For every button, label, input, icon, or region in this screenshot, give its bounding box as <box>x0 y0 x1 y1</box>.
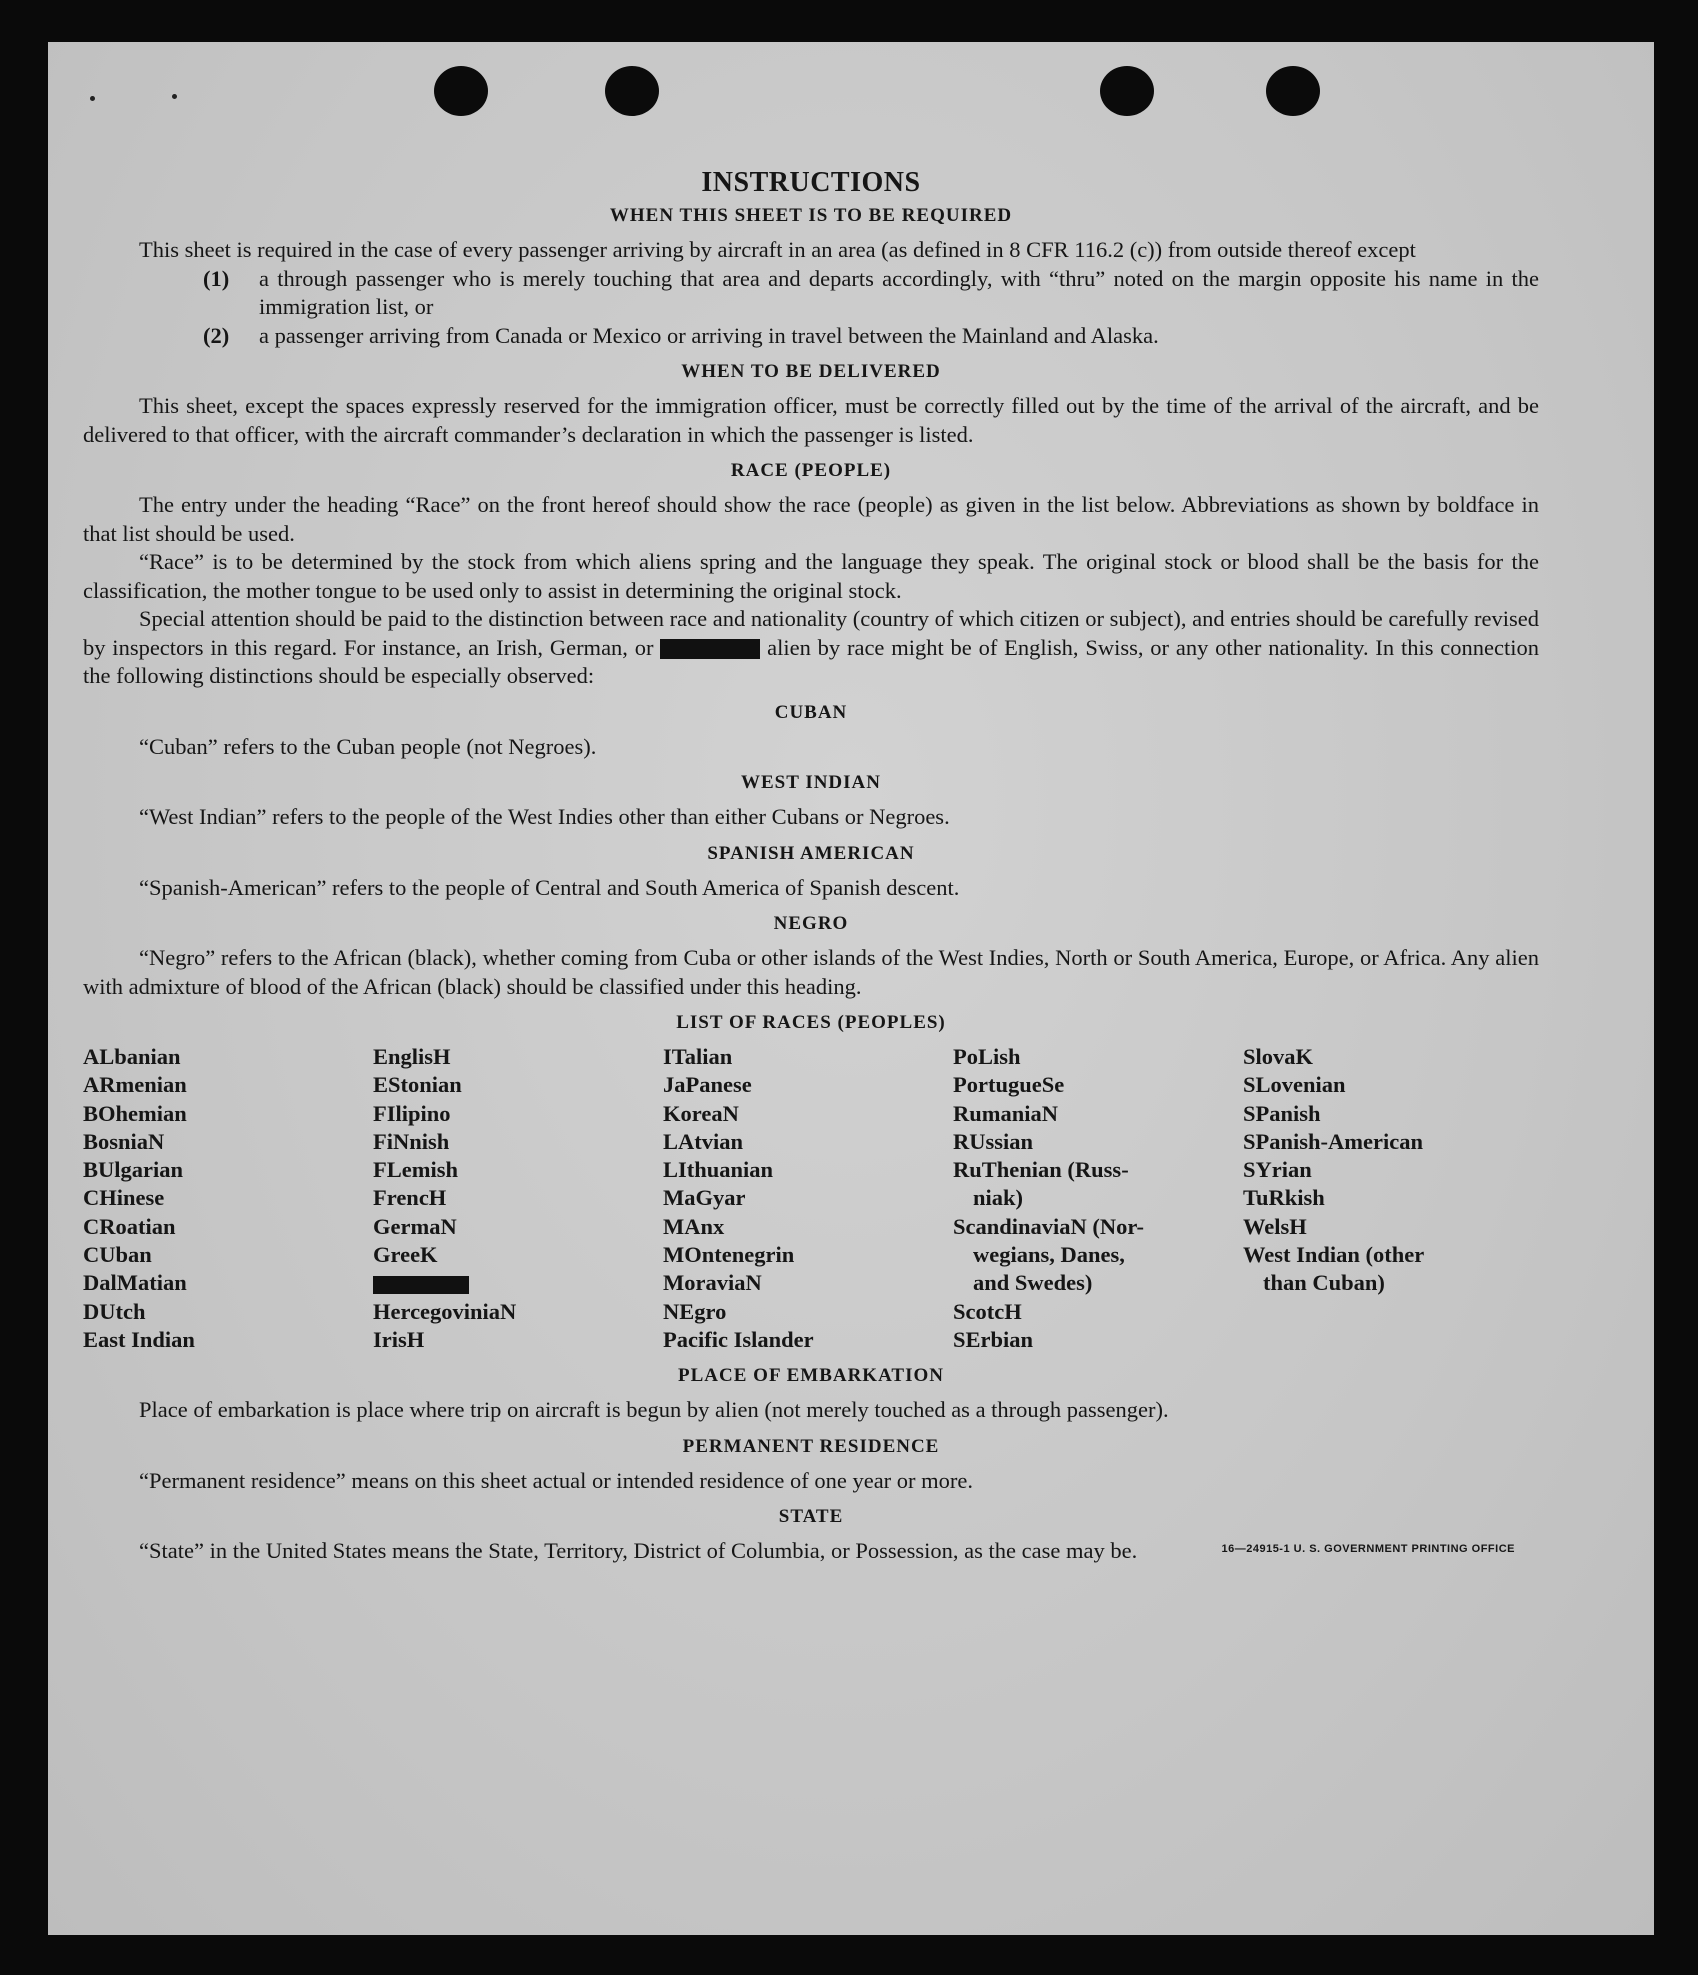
race-entry: MoraviaN <box>663 1270 762 1296</box>
race-entry: East Indian <box>83 1326 195 1352</box>
race-entry: RumaniaN <box>953 1100 1059 1126</box>
races-column <box>953 1043 1243 1354</box>
race-entry: RuThenian (Russ- <box>953 1157 1129 1183</box>
redaction-mark <box>660 639 760 659</box>
race-entry: SYrian <box>1243 1157 1312 1183</box>
races-column <box>83 1043 373 1354</box>
heading-when-delivered: WHEN TO BE DELIVERED <box>681 361 941 382</box>
race-entry: NEgro <box>663 1298 727 1324</box>
race-entry: ScotcH <box>953 1298 1022 1324</box>
race-entry: PoLish <box>953 1044 1021 1069</box>
race-entry: SErbian <box>953 1326 1034 1352</box>
paragraph-when-delivered: This sheet, except the spaces expressly reserved for the immigration officer, must be correctly filled out by the time of the arrival of the aircraft, and be delivered to that officer, with the aircraft commander’s declaration in which the passenger is listed. <box>83 393 1539 447</box>
race-entry: FiNnish <box>373 1128 450 1154</box>
punch-hole <box>1100 66 1154 116</box>
paragraph-race-1: The entry under the heading “Race” on the front hereof should show the race (people) as given in the list below. Abbreviations as shown by boldface in that list should be used. <box>83 492 1539 546</box>
heading-cuban: CUBAN <box>774 701 848 723</box>
race-entry: EStonian <box>373 1072 462 1098</box>
race-entry: GermaN <box>373 1213 457 1239</box>
redaction-mark <box>373 1276 469 1294</box>
race-entry: LAtvian <box>663 1128 744 1154</box>
paragraph-race-3 <box>83 605 1539 691</box>
list-item <box>203 322 1539 351</box>
race-entry: IrisH <box>373 1326 425 1352</box>
punch-hole <box>605 66 659 116</box>
item-text: a passenger arriving from Canada or Mexico or arriving in travel between the Mainland and Alaska. <box>259 322 1159 348</box>
race-entry: SlovaK <box>1243 1044 1314 1069</box>
race-entry: CRoatian <box>83 1213 176 1239</box>
heading-negro: NEGRO <box>773 913 849 934</box>
race-entry: SPanish-American <box>1243 1128 1423 1154</box>
heading-race: RACE (PEOPLE) <box>730 460 892 481</box>
race-entry: SPanish <box>1243 1100 1321 1126</box>
paragraph-race-2: “Race” is to be determined by the stock from which aliens spring and the language they speak. The original stock or blood shall be the basis for the classification, the mother tongue to be used only to assist in determining the original stock. <box>83 549 1539 603</box>
paragraph-when-required: This sheet is required in the case of every passenger arriving by aircraft in an area (as defined in 8 CFR 116.2 (c)) from outside thereof except <box>139 237 1416 262</box>
race-entry: WelsH <box>1243 1213 1307 1239</box>
race-entry: ALbanian <box>83 1044 181 1069</box>
speck <box>90 96 95 101</box>
list-item <box>203 265 1539 322</box>
race-entry: FIlipino <box>373 1100 451 1126</box>
page-title: INSTRUCTIONS <box>701 167 921 198</box>
punch-hole <box>434 66 488 116</box>
race-entry: ScandinaviaN (Nor- <box>953 1213 1145 1239</box>
race-entry: CHinese <box>83 1185 165 1211</box>
heading-when-required: WHEN THIS SHEET IS TO BE REQUIRED <box>609 205 1013 226</box>
race-entry: and Swedes) <box>973 1270 1093 1296</box>
paragraph-cuban: “Cuban” refers to the Cuban people (not Negroes). <box>139 733 597 759</box>
race-entry: FLemish <box>373 1157 459 1183</box>
heading-spanish-american: SPANISH AMERICAN <box>707 842 915 864</box>
punch-hole <box>1266 66 1320 116</box>
race-entry: DUtch <box>83 1298 146 1324</box>
race-3-before: Special attention should be paid to the distinction between race and nationality (country of which citizen or subject), and entries should be carefully revised by inspectors in this regard. For instance, an Irish, German, or <box>83 606 1539 660</box>
races-list <box>83 1043 1539 1354</box>
race-entry: ARmenian <box>83 1072 187 1098</box>
races-column <box>1243 1043 1533 1354</box>
race-entry: LIthuanian <box>663 1157 774 1183</box>
race-entry: CUban <box>83 1242 152 1268</box>
race-entry: TuRkish <box>1243 1185 1325 1211</box>
race-entry: JaPanese <box>663 1072 752 1098</box>
race-entry: BOhemian <box>83 1100 187 1126</box>
item-number: (1) <box>203 265 230 291</box>
race-entry: RUssian <box>953 1128 1034 1154</box>
paragraph-permanent-residence: “Permanent residence” means on this sheet actual or intended residence of one year or more. <box>139 1467 974 1493</box>
heading-embarkation: PLACE OF EMBARKATION <box>678 1365 944 1387</box>
race-entry: MAnx <box>663 1213 725 1239</box>
race-entry: PortugueSe <box>953 1072 1065 1098</box>
state-block <box>83 1537 1539 1566</box>
paragraph-state: “State” in the United States means the State, Territory, District of Columbia, or Possession, as the case may be. <box>139 1538 1138 1564</box>
item-number: (2) <box>203 322 230 348</box>
race-entry: GreeK <box>373 1242 438 1268</box>
heading-list-of-races: LIST OF RACES (PEOPLES) <box>676 1012 946 1033</box>
race-entry: MOntenegrin <box>663 1242 795 1268</box>
race-3-after: alien by race might be of English, Swiss, or any other nationality. In this connection the following distinctions should be especially observed: <box>83 634 1539 688</box>
paragraph-negro: “Negro” refers to the African (black), whether coming from Cuba or other islands of the West Indies, North or South America, Europe, or Africa. Any alien with admixture of blood of the African (black) should be classified under this heading. <box>83 945 1539 999</box>
heading-west-indian: WEST INDIAN <box>741 772 881 793</box>
heading-permanent-residence: PERMANENT RESIDENCE <box>682 1435 940 1457</box>
speck <box>172 94 177 99</box>
instructions-body <box>83 168 1539 1566</box>
races-column <box>663 1043 953 1354</box>
race-entry: than Cuban) <box>1263 1270 1385 1296</box>
printing-office-imprint: 16—24915-1 U. S. GOVERNMENT PRINTING OFFICE <box>1221 1543 1515 1556</box>
race-entry: niak) <box>973 1185 1024 1211</box>
paragraph-spanish-american: “Spanish-American” refers to the people of Central and South America of Spanish descent. <box>139 874 960 900</box>
item-text: a through passenger who is merely touching that area and departs accordingly, with “thru” noted on the margin opposite his name in the immigration list, or <box>259 265 1539 319</box>
race-entry: wegians, Danes, <box>973 1242 1125 1268</box>
paragraph-west-indian: “West Indian” refers to the people of the West Indies other than either Cubans or Negroes. <box>139 804 950 829</box>
race-entry: BUlgarian <box>83 1157 184 1183</box>
race-entry: KoreaN <box>663 1100 739 1126</box>
race-entry-redacted <box>373 1269 663 1297</box>
race-entry: HercegoviniaN <box>373 1298 517 1324</box>
race-entry: SLovenian <box>1243 1072 1346 1098</box>
races-column <box>373 1043 663 1354</box>
document-sheet <box>48 42 1654 1935</box>
heading-state: STATE <box>778 1506 844 1528</box>
race-entry: FrencH <box>373 1185 447 1211</box>
race-entry: MaGyar <box>663 1185 746 1211</box>
race-entry: EnglisH <box>373 1044 451 1069</box>
race-entry: ITalian <box>663 1044 733 1069</box>
race-entry: West Indian (other <box>1243 1242 1425 1268</box>
race-entry: Pacific Islander <box>663 1326 814 1352</box>
race-entry: DalMatian <box>83 1270 187 1296</box>
race-entry: BosniaN <box>83 1128 165 1154</box>
paragraph-embarkation: Place of embarkation is place where trip on aircraft is begun by alien (not merely touched as a through passenger). <box>139 1397 1169 1423</box>
